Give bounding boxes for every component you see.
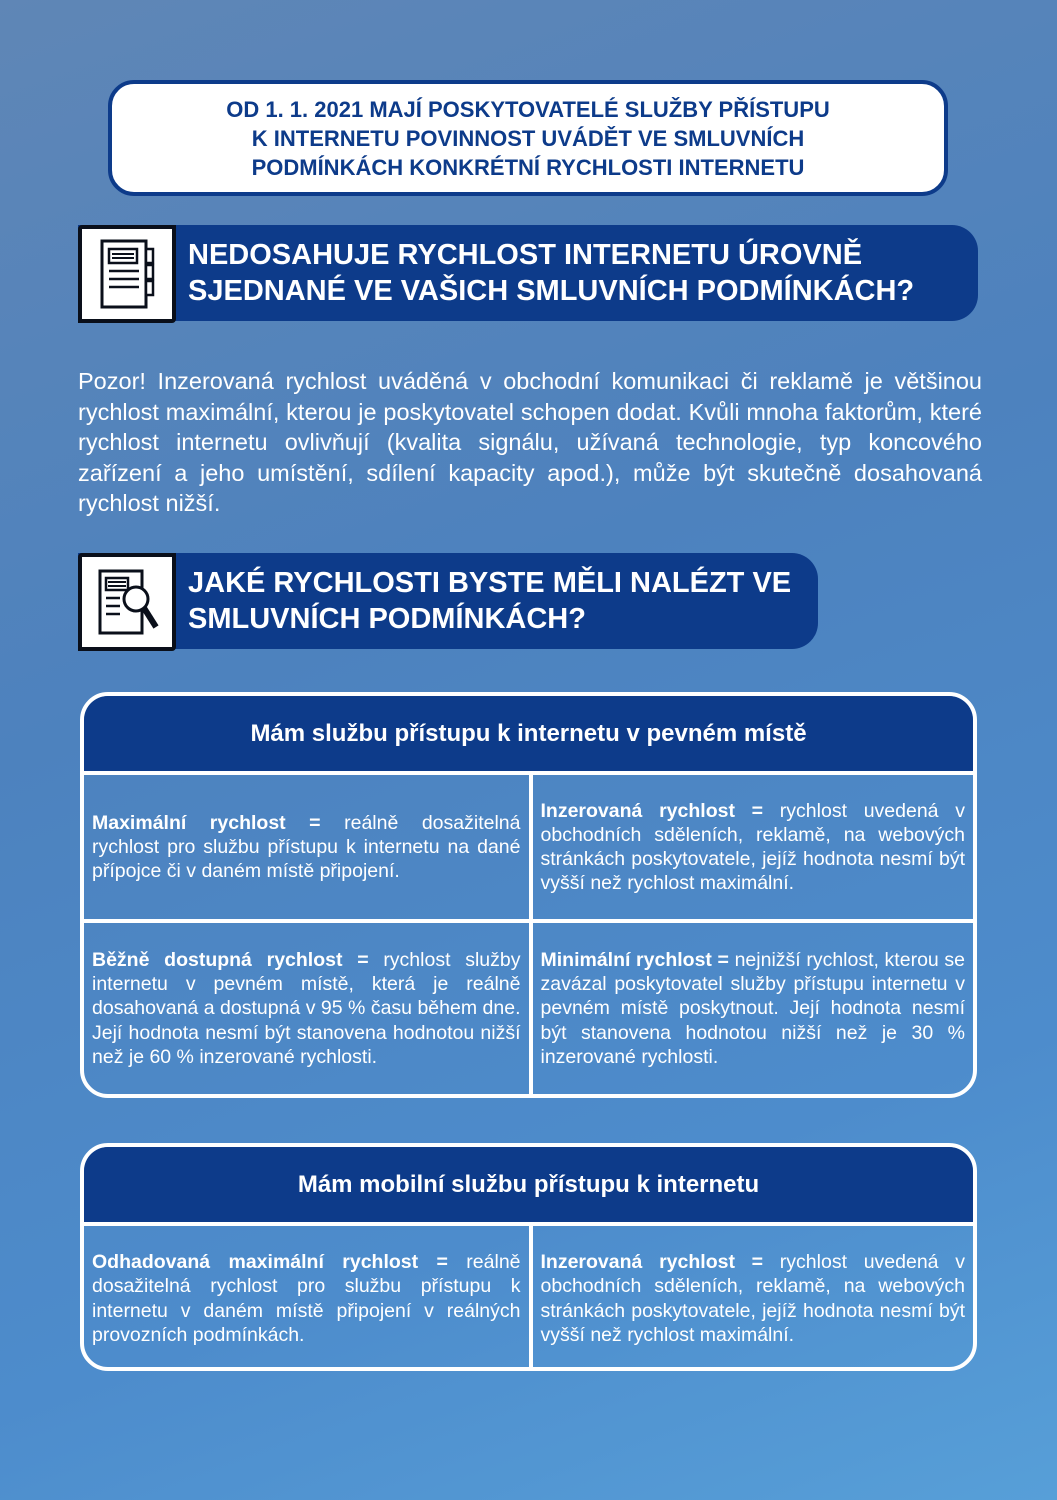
table-cell — [529, 923, 974, 1094]
section-2-title-line-1: JAKÉ RYCHLOSTI BYSTE MĚLI NALÉZT VE — [188, 567, 792, 599]
section-2-title-line-2: SMLUVNÍCH PODMÍNKÁCH? — [188, 603, 586, 635]
term-label: Inzerovaná rychlost = — [540, 799, 764, 822]
term-definition: rychlost uvedená v obchodních sděleních, reklamě, na webových stránkách poskytovatele, jejíž hodnota nesmí být vyšší než rychlost maximální. — [540, 799, 966, 895]
table-cell — [529, 1226, 974, 1371]
table-row — [84, 919, 973, 1094]
term-definition: reálně dosažitelná rychlost pro službu přístupu k internetu na dané přípojce či v daném místě připojení. — [92, 811, 521, 883]
section-1-title-line-2: SJEDNANÉ VE VAŠICH SMLUVNÍCH PODMÍNKÁCH? — [188, 275, 915, 307]
term-definition: reálně dosažitelná rychlost pro službu přístupu k internetu v daném místě připojení v reálných provozních podmínkách. — [92, 1251, 521, 1346]
term-label: Odhadovaná maximální rychlost = — [92, 1251, 448, 1274]
mobile-internet-table — [80, 1143, 977, 1371]
term-definition: rychlost uvedená v obchodních sděleních, reklamě, na webových stránkách poskytovatele, jejíž hodnota nesmí být vyšší než rychlost maximální. — [540, 1251, 966, 1346]
document-search-icon — [78, 553, 176, 651]
intro-paragraph: Pozor! Inzerovaná rychlost uváděná v obchodní komunikaci či reklamě je většinou rychlost maximální, kterou je poskytovatel schopen dodat. Kvůli mnoha faktorům, které rychlost internetu ovlivňují (kvalita signálu, užívaná technologie, typ koncového zařízení a jeho umístění, sdílení kapacity apod.), může být skutečně dosahovaná rychlost nižší. — [78, 368, 982, 516]
header-line-1: OD 1. 1. 2021 MAJÍ POSKYTOVATELÉ SLUŽBY PŘÍSTUPU — [226, 96, 830, 122]
document-icon — [78, 225, 176, 323]
table-row — [84, 1226, 973, 1371]
fixed-table-title: Mám službu přístupu k internetu v pevném místě — [84, 696, 973, 775]
table-cell — [84, 775, 529, 919]
table-cell — [84, 1226, 529, 1371]
term-definition: rychlost služby internetu v pevném místě, která je reálně dosahovaná a dostupná v 95 % času během dne. Její hodnota nesmí být stanovena hodnotou nižší než je 60 % inzerované rychlosti. — [92, 948, 521, 1068]
header-line-3: PODMÍNKÁCH KONKRÉTNÍ RYCHLOSTI INTERNETU — [251, 154, 805, 180]
section-1-banner — [78, 225, 978, 321]
table-cell — [529, 775, 974, 919]
section-2-banner — [78, 553, 818, 649]
term-label: Maximální rychlost = — [92, 811, 321, 834]
section-1-title-line-1: NEDOSAHUJE RYCHLOST INTERNETU ÚROVNĚ — [188, 239, 863, 271]
table-cell — [84, 923, 529, 1094]
fixed-internet-table — [80, 692, 977, 1098]
mobile-table-title: Mám mobilní službu přístupu k internetu — [84, 1147, 973, 1226]
header-box — [108, 80, 948, 196]
term-label: Inzerovaná rychlost = — [540, 1251, 764, 1274]
term-definition: nejnižší rychlost, kterou se zavázal poskytovatel služby přístupu internetu v pevném místě poskytnout. Její hodnota nesmí být stanovena hodnotou nižší než je 30 % inzerované rychlosti. — [540, 948, 965, 1068]
table-row — [84, 775, 973, 919]
term-label: Běžně dostupná rychlost = — [92, 948, 369, 971]
term-label: Minimální rychlost = — [540, 948, 729, 971]
header-line-2: K INTERNETU POVINNOST UVÁDĚT VE SMLUVNÍCH — [251, 125, 805, 151]
